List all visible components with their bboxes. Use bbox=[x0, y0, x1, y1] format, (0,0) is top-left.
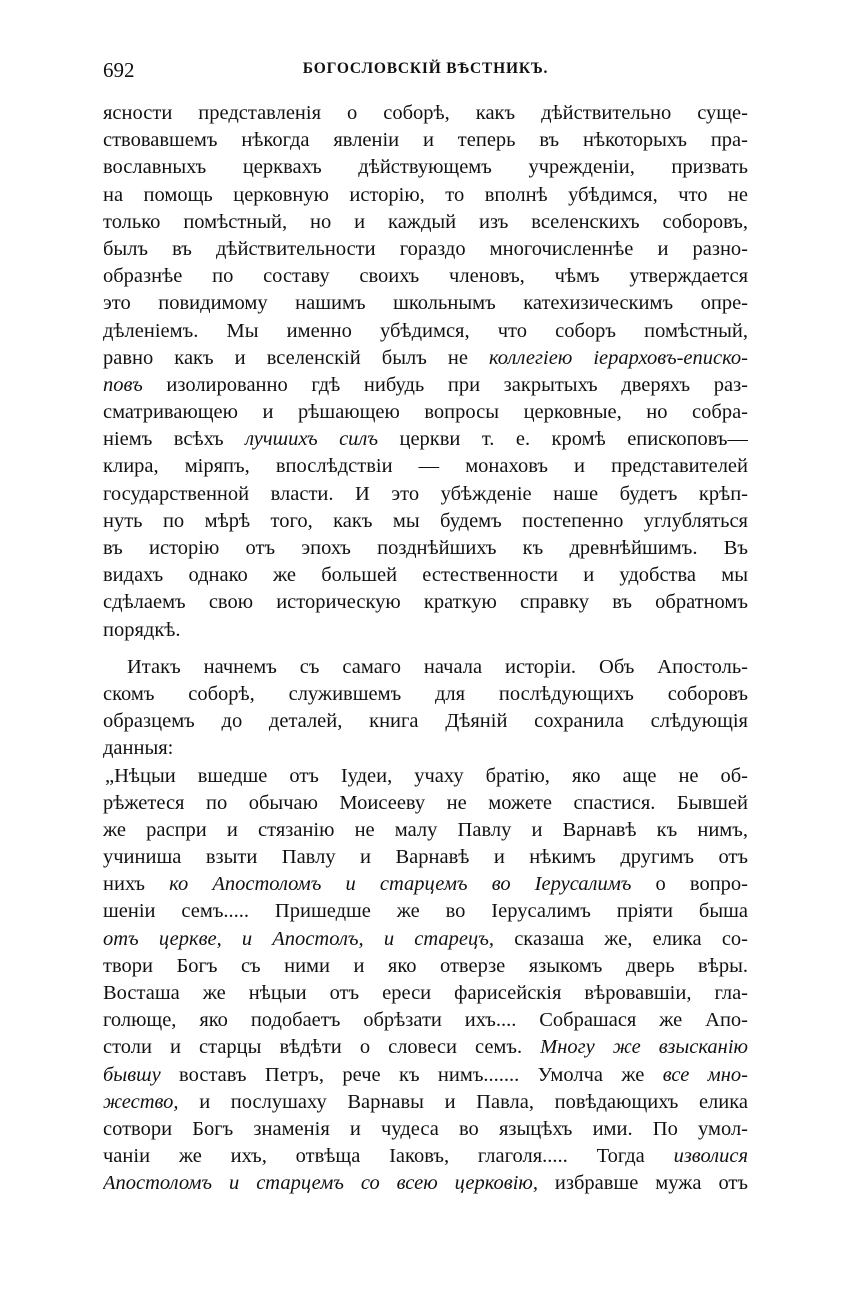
text-run: ясности представленія о соборѣ, какъ дѣйствительно суще- bbox=[103, 102, 748, 124]
text-run: твори Богъ съ ними и яко отверзе языкомъ дверь вѣры. bbox=[103, 954, 748, 977]
italic-phrase: все мно- bbox=[662, 1063, 748, 1086]
text-run: скомъ соборѣ, служившемъ для послѣдующихъ соборовъ bbox=[103, 682, 748, 705]
quote-line bbox=[103, 980, 748, 1007]
text-line bbox=[103, 372, 748, 399]
text-run: въ исторію отъ эпохъ позднѣйшихъ къ древнѣйшимъ. Въ bbox=[103, 537, 748, 559]
quote-line bbox=[103, 1170, 748, 1197]
text-run: былъ въ дѣйствительности гораздо многочисленнѣе и разно- bbox=[103, 237, 748, 260]
text-line bbox=[103, 209, 748, 236]
text-run: нихъ bbox=[103, 873, 170, 896]
text-run: „Нѣцыи вшедше отъ Іудеи, учаху братію, яко аще не об- bbox=[105, 764, 748, 787]
text-run: шеніи семъ..... Пришедше же во Іерусалимъ пріяти быша bbox=[103, 900, 748, 923]
text-line bbox=[103, 654, 748, 681]
text-line bbox=[103, 127, 748, 154]
quote-line bbox=[103, 926, 748, 953]
text-line bbox=[103, 182, 748, 209]
text-run: клира, міряпъ, впослѣдствіи — монаховъ и представителей bbox=[103, 455, 748, 478]
text-line bbox=[103, 154, 748, 181]
text-run: сказаша же, елика со- bbox=[494, 927, 748, 950]
quote-line bbox=[103, 898, 748, 925]
text-run: учиниша взыти Павлу и Варнавѣ и нѣкимъ другимъ отъ bbox=[103, 846, 748, 869]
text-run: о вопро- bbox=[631, 873, 748, 896]
italic-phrase: бывшу bbox=[103, 1063, 161, 1086]
text-run: воставъ Петръ, рече къ нимъ....... Умолча же bbox=[160, 1063, 663, 1086]
text-run: это повидимому нашимъ школьнымъ катехизическимъ опре- bbox=[103, 292, 748, 315]
text-line bbox=[103, 100, 748, 127]
text-line bbox=[103, 535, 748, 562]
text-run: государственной власти. И это убѣжденіе наше будетъ крѣп- bbox=[103, 482, 748, 505]
text-line bbox=[103, 453, 748, 480]
text-line bbox=[103, 681, 748, 708]
text-run: ніемъ всѣхъ bbox=[103, 428, 246, 451]
text-run: столи и старцы вѣдѣти о словеси семъ. bbox=[103, 1036, 541, 1059]
italic-phrase: изволися bbox=[673, 1145, 748, 1168]
italic-phrase: повъ bbox=[103, 373, 143, 396]
italic-phrase: отъ церкве, и Апостолъ, и старецъ, bbox=[103, 927, 495, 950]
quote-line bbox=[103, 1034, 748, 1061]
text-run: Восташа же нѣцыи отъ ереси фарисейскія вѣровавшіи, гла- bbox=[103, 982, 748, 1004]
quote-line bbox=[103, 1089, 748, 1116]
quote-line bbox=[103, 844, 748, 871]
text-run: чаніи же ихъ, отвѣща Іаковъ, глаголя..... Тогда bbox=[103, 1145, 674, 1168]
text-run: сматривающею и рѣшающею вопросы церковные, но собра- bbox=[103, 401, 748, 424]
text-run: образцемъ до деталей, книга Дѣяній сохранила слѣдующія bbox=[103, 710, 748, 733]
italic-phrase: ко Апостоломъ и старцемъ во Іерусалимъ bbox=[169, 873, 632, 896]
text-run: нуть по мѣрѣ того, какъ мы будемъ постепенно углубляться bbox=[103, 509, 748, 532]
text-run: голюще, яко подобаетъ обрѣзати ихъ.... Собрашася же Апо- bbox=[103, 1009, 748, 1032]
quote-line bbox=[103, 1007, 748, 1034]
quote-line bbox=[103, 953, 748, 980]
text-line bbox=[103, 708, 748, 735]
paragraph-intro bbox=[103, 100, 748, 644]
text-run: ствовавшемъ нѣкогда явленіи и теперь въ нѣкоторыхъ пра- bbox=[103, 129, 748, 152]
text-line bbox=[103, 508, 748, 535]
text-line bbox=[103, 617, 748, 644]
text-line bbox=[103, 290, 748, 317]
text-run: сотвори Богъ знаменія и чудеса во языцѣхъ ими. По умол- bbox=[103, 1117, 748, 1140]
italic-phrase: лучшихъ силъ bbox=[245, 428, 379, 451]
text-line bbox=[103, 589, 748, 616]
text-run: данныя: bbox=[103, 737, 174, 760]
text-run: порядкѣ. bbox=[103, 618, 181, 641]
text-run: на помощь церковную исторію, то вполнѣ убѣдимся, что не bbox=[103, 183, 748, 206]
italic-phrase: коллегіею іерарховъ-еписко- bbox=[489, 346, 748, 369]
quote-line bbox=[103, 763, 748, 790]
italic-phrase: Апостоломъ и старцемъ со всею церковію, bbox=[103, 1172, 538, 1195]
text-line bbox=[103, 318, 748, 345]
text-line bbox=[103, 735, 748, 762]
text-line bbox=[103, 481, 748, 508]
quote-line bbox=[103, 790, 748, 817]
text-run: вославныхъ церквахъ дѣйствующемъ учрежденіи, призвать bbox=[103, 156, 748, 179]
quote-line bbox=[103, 1143, 748, 1170]
text-line bbox=[103, 345, 748, 372]
text-line bbox=[103, 562, 748, 589]
text-line bbox=[103, 426, 748, 453]
page-header bbox=[103, 58, 748, 86]
page-number: 692 bbox=[103, 58, 135, 82]
text-run: же распри и стязанію не малу Павлу и Варнавѣ къ нимъ, bbox=[103, 818, 748, 841]
text-run: избравше мужа отъ bbox=[537, 1172, 748, 1195]
text-run: изолированно гдѣ нибудь при закрытыхъ дверяхъ раз- bbox=[142, 373, 748, 396]
paragraph-apostolic-council bbox=[103, 654, 748, 763]
quote-line bbox=[103, 871, 748, 898]
italic-phrase: жество, bbox=[103, 1090, 179, 1113]
italic-phrase: Многу же взысканію bbox=[540, 1036, 748, 1059]
text-run: образнѣе по составу своихъ членовъ, чѣмъ утверждается bbox=[103, 265, 748, 288]
quote-line bbox=[103, 817, 748, 844]
text-line bbox=[103, 399, 748, 426]
text-run: только помѣстный, но и каждый изъ вселенскихъ соборовъ, bbox=[103, 210, 748, 233]
text-run: равно какъ и вселенскій былъ не bbox=[103, 346, 489, 369]
paragraph-acts-quote bbox=[103, 763, 748, 1198]
text-run: рѣжетеся по обычаю Моисееву не можете спастися. Бывшей bbox=[103, 791, 748, 814]
text-run: дѣленіемъ. Мы именно убѣдимся, что соборъ помѣстный, bbox=[103, 319, 748, 342]
journal-title: БОГОСЛОВСКІЙ ВѢСТНИКЪ. bbox=[302, 60, 549, 77]
text-run: сдѣлаемъ свою историческую краткую справку въ обратномъ bbox=[103, 591, 748, 614]
text-run: церкви т. е. кромѣ епископовъ— bbox=[378, 428, 748, 451]
quote-line bbox=[103, 1062, 748, 1089]
body-text bbox=[103, 100, 748, 1198]
text-run: Итакъ начнемъ съ самаго начала исторіи. Объ Апостоль- bbox=[127, 655, 748, 678]
text-run: видахъ однако же большей естественности и удобства мы bbox=[103, 564, 748, 587]
text-line bbox=[103, 263, 748, 290]
quote-line bbox=[103, 1116, 748, 1143]
text-run: и послушаху Варнавы и Павла, повѣдающихъ елика bbox=[178, 1090, 748, 1113]
text-line bbox=[103, 236, 748, 263]
